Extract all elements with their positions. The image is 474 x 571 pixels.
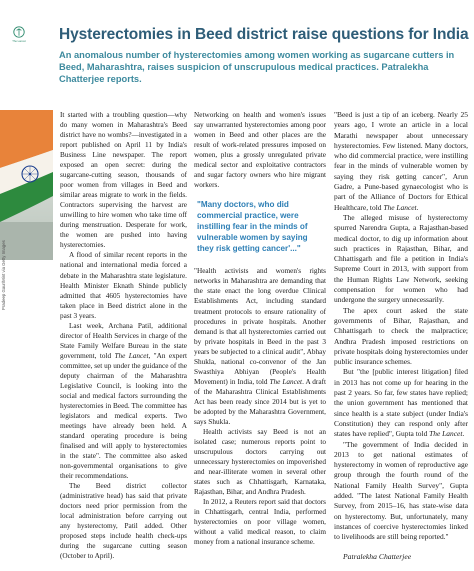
journal-logo [11,26,27,43]
paragraph: "Health activists and women's rights networks in Maharashtra are demanding that the state enact the long overdue Clinical Establishments Act, including standard treatment protocols to ensure rationality of procedures in private hospitals. Another demand is that all hysterectomies carried out by private hospitals in Beed in the past 3 years be subjected to a clinical audit", Abhay Shukla, national co-convenor of the Jan Swasthiya Abhiyan (People's Health Movement) in India, told The Lancet. A draft of the Maharashtra Clinical Establishments Act has been ready since 2014 but is yet to be adopted by the Maharashtra Government, says Shukla. [194,267,326,426]
flag-image-icon [0,110,53,260]
paragraph: It started with a troubling question—why do many women in Maharashtra's Beed district have no wombs?—investigated in a report published on April 11 by India's Business Line newspaper. The report exposed an open secret: during the sugarcane-cutting season, thousands of poor women from villages in Beed and similar areas migrate to work in the fields. Contractors supervising the harvest are unwilling to hire women who take time off during menstruation. Desperate for work, the women are pushed into having hysterectomies. [60,111,187,250]
column-2 [194,110,326,547]
article-byline: Patralekha Chatterjee [343,552,412,562]
paragraph: The apex court asked the state governments of Bihar, Rajasthan, and Chhattisgarh to check the malpractice; Andhra Pradesh imposed restrictions on private hospitals doing hysterectomies under public insurance schemes. [334,305,468,367]
indian-flag-photo [0,110,53,310]
photo-credit: Pradeep Gaur/Mint via Getty Images [1,240,6,310]
paragraph: In 2012, a Reuters report said that doctors in Chhattisgarh, central India, performed hysterectomies on poor village women, without a valid medical reason, to claim money from a national insurance scheme. [194,498,326,547]
logo-label: The Lancet [12,39,26,43]
paragraph: "The government of India decided in 2013 to get national estimates of hysterectomy in women of reproductive age group through the fourth round of the National Family Health Survey", Gupta added. "The latest National Family Health Survey, from 2015–16, has state-wise data on hysterectomy. But, unfortunately, many instances of coercive hysterectomies linked to livelihoods are still being reported." [334,439,468,542]
paragraph: Networking on health and women's issues say unwarranted hysterectomies among poor women in Beed and other places are the result of work-related pressures imposed on women, plus a grossly unregulated private medical sector and exploitative contractors and sugar factory owners who hire migrant workers. [194,111,326,190]
lancet-logo-icon [13,26,25,38]
column-1 [60,110,187,561]
paragraph: The Beed district collector (administrative head) has said that private doctors need prior permission from the local administration before carrying out any hysterectomy, Patil added. Other proposed steps include health check-ups during the sugarcane cutting season (October to April). [60,482,187,561]
article-standfirst: An anomalous number of hysterectomies among women working as sugarcane cutters in Beed, Maharashtra, raises suspicion of unscrupulous medical practices. Patralekha Chatterjee reports. [59,50,455,85]
article-headline: Hysterectomies in Beed district raise questions for India [59,26,469,43]
paragraph: The alleged misuse of hysterectomy spurred Narendra Gupta, a Rajasthan-based medical doctor, to dig up information about such practices in Rajasthan, Bihar, and Chhattisgarh and file a petition in India's Supreme Court in 2013, with support from the Human Rights Law Network, seeking compensation for women who had undergone the surgery unnecessarily. [334,212,468,305]
pull-quote: "Many doctors, who did commercial practice, were instilling fear in the minds of vulnerable women by saying they risk getting cancer'..." [197,200,308,253]
paragraph: But "the [public interest litigation] filed in 2013 has not come up for hearing in the past 2 years. So far, few states have replied; the union government has mentioned that since health is a state subject (under India's Constitution) they can respond only after states have replied", Gupta told The Lancet. [334,367,468,439]
paragraph: "Beed is just a tip of an iceberg. Nearly 25 years ago, I wrote an article in a local Marathi newspaper about unnecessary hysterectomies. Few listened. Many doctors, who did commercial practice, were instilling fear in the minds of vulnerable women by saying they risk getting cancer", Arun Gadre, a Pune-based gynaecologist who is part of the Alliance of Doctors for Ethical Healthcare, told The Lancet. [334,110,468,212]
paragraph: Health activists say Beed is not an isolated case; numerous reports point to unscrupulous doctors carrying out unnecessary hysterectomies on impoverished and near-illiterate women in several other states such as Chhattisgarh, Karnataka, Rajasthan, Bihar, and Andhra Pradesh. [194,427,326,497]
column-3 [334,110,468,563]
paragraph: Last week, Archana Patil, additional director of Health Services in charge of the State Family Welfare Bureau in the state government, told The Lancet, "An expert committee, set up under the guidance of the deputy chairman of the Maharashtra Legislative Council, is looking into the social and medical factors surrounding the hysterectomies in Beed. The committee has legislators and medical experts. Two meetings have already been held. A standard operating procedure is being finalised and will apply to hysterectomies in the state". The committee also asked non-governmental organisations to give their recommendations. [60,321,187,481]
paragraph: A flood of similar recent reports in the national and international media forced a debate in the Maharashtra state legislature. Health Minister Eknath Shinde publicly admitted that 4605 hysterectomies have taken place in Beed district alone in the past 3 years. [60,251,187,320]
